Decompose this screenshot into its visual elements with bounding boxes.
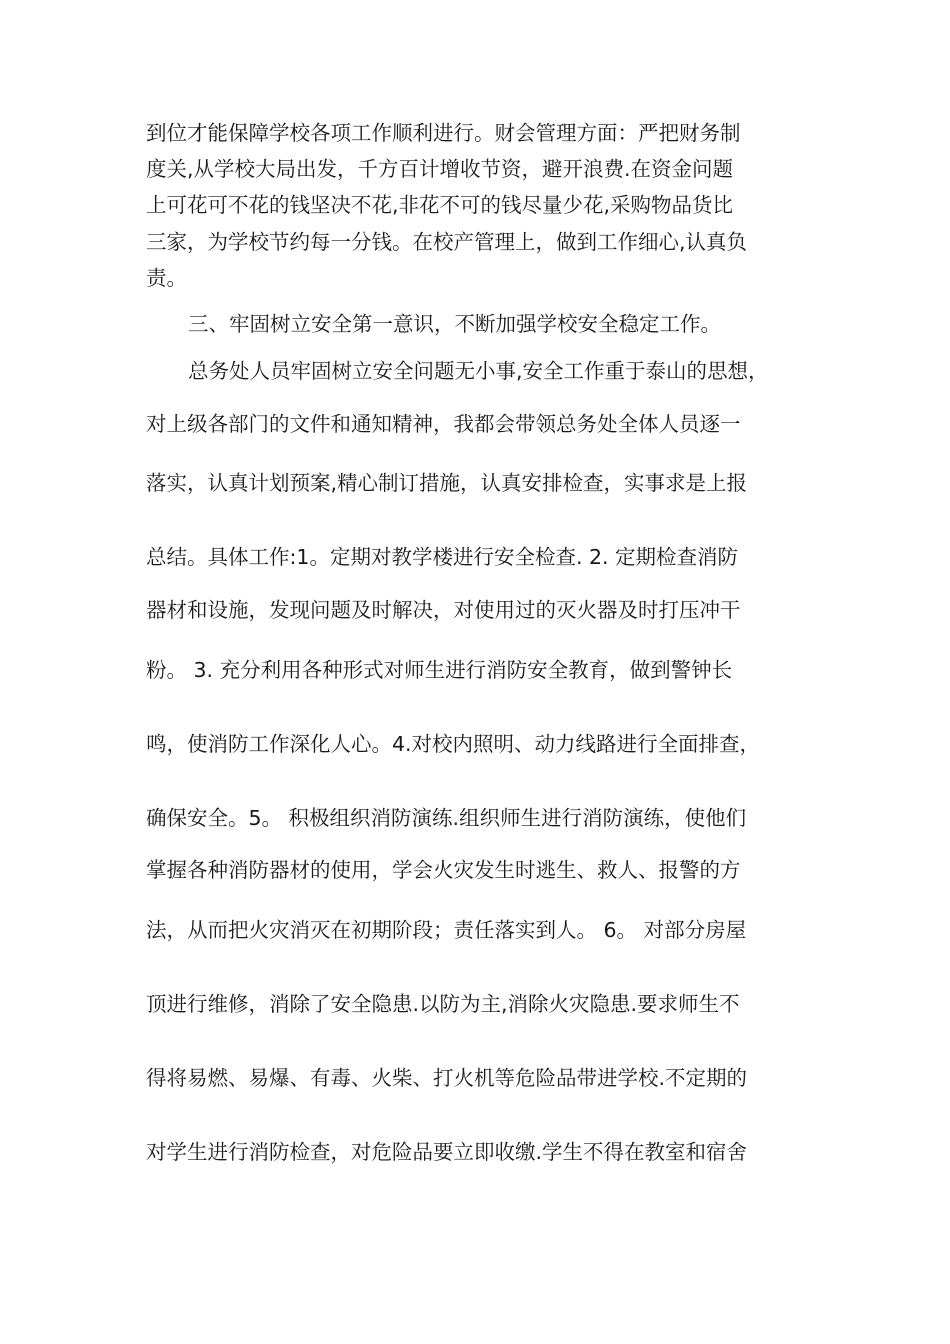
text-line: 落实，认真计划预案,精心制订措施，认真安排检查，实事求是上报 bbox=[146, 471, 748, 495]
text-line: 度关,从学校大局出发，千方百计增收节资，避开浪费.在资金问题 bbox=[146, 157, 734, 181]
section-heading: 三、牢固树立安全第一意识，不断加强学校安全稳定工作。 bbox=[188, 312, 721, 336]
text-line: 到位才能保障学校各项工作顺利进行。财会管理方面：严把财务制 bbox=[146, 121, 741, 145]
text-line: 器材和设施，发现问题及时解决，对使用过的灭火器及时打压冲干 bbox=[146, 598, 741, 622]
text-line: 责。 bbox=[146, 266, 187, 290]
text-line: 得将易燃、易爆、有毒、火柴、打火机等危险品带进学校.不定期的 bbox=[146, 1066, 748, 1090]
text-line: 对学生进行消防检查，对危险品要立即收缴.学生不得在教室和宿舍 bbox=[146, 1140, 748, 1164]
text-line: 总务处人员牢固树立安全问题无小事,安全工作重于泰山的思想， bbox=[188, 359, 769, 383]
text-line: 确保安全。5。 积极组织消防演练.组织师生进行消防演练，使他们 bbox=[146, 806, 747, 830]
text-line: 上可花可不花的钱坚决不花,非花不可的钱尽量少花,采购物品货比 bbox=[146, 193, 734, 217]
text-line: 掌握各种消防器材的使用，学会火灾发生时逃生、救人、报警的方 bbox=[146, 858, 741, 882]
text-line: 总结。具体工作:1。定期对教学楼进行安全检查. 2. 定期检查消防 bbox=[146, 545, 739, 569]
text-line: 三家，为学校节约每一分钱。在校产管理上，做到工作细心,认真负 bbox=[146, 230, 748, 254]
text-line: 粉。 3. 充分利用各种形式对师生进行消防安全教育，做到警钟长 bbox=[146, 658, 733, 682]
text-line: 顶进行维修，消除了安全隐患.以防为主,消除火灾隐患.要求师生不 bbox=[146, 992, 740, 1016]
text-line: 法，从而把火灾消灭在初期阶段；责任落实到人。 6。 对部分房屋 bbox=[146, 918, 747, 942]
text-line: 鸣，使消防工作深化人心。4.对校内照明、动力线路进行全面排查， bbox=[146, 732, 761, 756]
text-line: 对上级各部门的文件和通知精神，我都会带领总务处全体人员逐一 bbox=[146, 412, 741, 436]
